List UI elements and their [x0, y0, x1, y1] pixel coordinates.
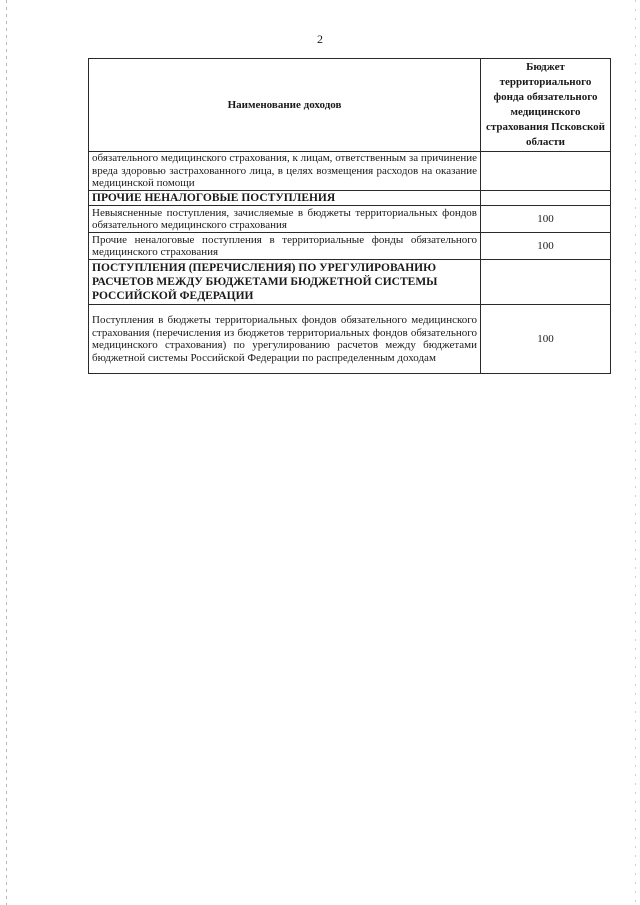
table-row: [89, 305, 611, 374]
row-name: Прочие неналоговые поступления в территориальные фонды обязательного медицинского страхования: [89, 233, 481, 260]
row-name: обязательного медицинского страхования, к лицам, ответственным за причинение вреда здоровью застрахованного лица, в целях возмещения расходов на оказание медицинской помощи: [89, 152, 481, 191]
table-section-row: [89, 191, 611, 206]
table-section-row: [89, 260, 611, 305]
row-name: Невыясненные поступления, зачисляемые в бюджеты территориальных фондов обязательного медицинского страхования: [89, 206, 481, 233]
row-value: 100: [481, 233, 611, 260]
scan-edge-right: [635, 0, 636, 905]
table-row: [89, 152, 611, 191]
page-number: 2: [317, 32, 323, 46]
revenue-table: [88, 58, 611, 374]
row-value: [481, 260, 611, 305]
header-name-column: Наименование доходов: [89, 59, 481, 152]
section-title: ПРОЧИЕ НЕНАЛОГОВЫЕ ПОСТУПЛЕНИЯ: [89, 191, 481, 206]
scan-edge-left: [6, 0, 7, 905]
section-title: ПОСТУПЛЕНИЯ (ПЕРЕЧИСЛЕНИЯ) ПО УРЕГУЛИРОВАНИЮ РАСЧЕТОВ МЕЖДУ БЮДЖЕТАМИ БЮДЖЕТНОЙ СИСТЕМЫ РОССИЙСКОЙ ФЕДЕРАЦИИ: [89, 260, 481, 305]
row-name: Поступления в бюджеты территориальных фондов обязательного медицинского страхования (перечисления из бюджетов территориальных фондов обязательного медицинского страхования) по урегулированию расчетов между бюджетами бюджетной системы Российской Федерации по распределенным доходам: [89, 305, 481, 374]
row-value: [481, 191, 611, 206]
header-budget-column: Бюджет территориального фонда обязательного медицинского страхования Псковской области: [481, 59, 611, 152]
table-row: [89, 233, 611, 260]
table-header-row: [89, 59, 611, 152]
row-value: 100: [481, 206, 611, 233]
row-value: [481, 152, 611, 191]
row-value: 100: [481, 305, 611, 374]
table-row: [89, 206, 611, 233]
